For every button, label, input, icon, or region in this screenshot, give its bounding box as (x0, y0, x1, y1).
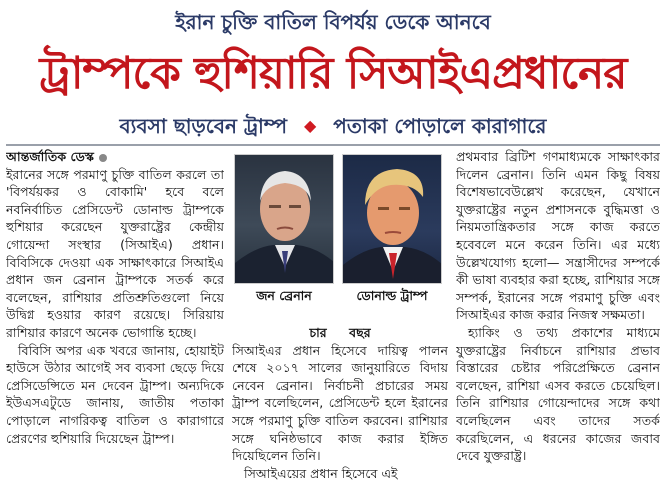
photo-donald-trump (342, 154, 442, 284)
paragraph: প্রথমবার ব্রিটিশ গণমাধ্যমকে সাক্ষাৎকার দিলেন ব্রেনান। তিনি এমন কিছু বিষয় বিশেষভাবেউল্লেখ করেছেন, যেখানে যুক্তরাষ্ট্রের নতুন প্রশাসনকে বুদ্ধিমত্তা ও নিয়মতান্ত্রিকতার সঙ্গে কাজ করতে হবেবলে মনে করেন তিনি। এর মধ্যে উল্লেখযোগ্য হলো— সন্ত্রাসীদের সম্পর্কে কী ভাষা ব্যবহার করা হচ্ছে, রাশিয়ার সঙ্গে সম্পর্ক, ইরানের সঙ্গে পরমাণু চুক্তি এবং সিআইএর কাজ করার নিজস্ব সক্ষমতা। (456, 149, 660, 323)
header-divider (6, 144, 660, 146)
sub-headline (0, 112, 666, 145)
paragraph: সিআইএয়ের প্রধান হিসেবে এই (244, 465, 398, 481)
article-column-3 (456, 148, 660, 484)
diamond-separator-icon: ◆ (304, 116, 317, 135)
paragraph: বিবিসি অপর এক খবরে জানায়, হোয়াইট হাউসে উঠার আগেই সব ব্যবসা ছেড়ে দিয়ে প্রেসিডেন্সিতে মন দেবেন ট্রাম্প। অন্যদিকে ইউএসএটুডে জানায়, জাতীয় পতাকা পোড়ালে নাগরিকত্ব বাতিল ও কারাগারে প্রেরণের হুশিয়ারি দিয়েছেন ট্রাম্প। (6, 342, 224, 446)
photo-john-brennan (234, 154, 334, 284)
photo-caption-left: জন ব্রেনান (256, 288, 312, 303)
paragraph: ইরানের সঙ্গে পরমাণু চুক্তি বাতিল করলে তা 'বিপর্যয়কর ও বোকামি' হবে বলে নবনির্বাচিত প্রেসিডেন্ট ডোনাল্ড ট্রাম্পকে হুশিয়ার করেছেন যুক্তরাষ্ট্রের কেন্দ্রীয় গোয়েন্দা সংস্থার (সিআইএ) প্রধান। বিবিসিকে দেওয়া এক সাক্ষাৎকারে সিআইএ প্রধান জন ব্রেনান ট্রাম্পকে সতর্ক করে বলেছেন, রাশিয়ার প্রতিশ্রুতিগুলো নিয়ে উদ্বিগ্ন হওয়ার কারণ রয়েছে। সিরিয়ায় রাশিয়ার কারণে অনেক ভোগান্তি হচ্ছে। (6, 166, 224, 340)
kicker-line: ইরান চুক্তি বাতিল বিপর্যয় ডেকে আনবে (175, 10, 491, 34)
portrait-trump-icon (343, 155, 442, 284)
article-column-2 (232, 324, 448, 484)
subline-right: পতাকা পোড়ালে কারাগারে (333, 114, 547, 138)
bullet-dot-icon (99, 154, 107, 162)
dateline (6, 148, 224, 166)
main-headline: ট্রাম্পকে হুশিয়ারি সিআইএপ্রধানের (39, 48, 627, 99)
portrait-brennan-icon (235, 155, 334, 284)
photo-caption-right: ডোনাল্ড ট্রাম্প (356, 288, 428, 303)
dateline-text: আন্তর্জাতিক ডেস্ক (6, 149, 94, 164)
article-column-1 (6, 148, 224, 484)
subline-left: ব্যবসা ছাড়বেন ট্রাম্প (119, 114, 288, 138)
section-subhead: চার বছর (309, 325, 371, 340)
paragraph: সিআইএর প্রধান হিসেবে দায়িত্ব পালন শেষে ২০১৭ সালের জানুয়ারিতে বিদায় নেবেন ব্রেনান। নির্বাচনী প্রচারের সময় ট্রাম্প বলেছিলেন, প্রেসিডেন্ট হলে ইরানের সঙ্গে পরমাণু চুক্তি বাতিল করবেন। রাশিয়ার সঙ্গে ঘনিষ্ঠভাবে কাজ করার ইঙ্গিত দিয়েছিলেন তিনি। (232, 342, 448, 464)
paragraph: হ্যাকিং ও তথ্য প্রকাশের মাধ্যমে যুক্তরাষ্ট্রের নির্বাচনে রাশিয়ার প্রভাব বিস্তারের চেষ্টার পরিপ্রেক্ষিতে ব্রেনান বলেছেন, রাশিয়া এসব করতে চেয়েছিল। তিনি রাশিয়ার গোয়েন্দাদের সঙ্গে কথা বলেছিলেন এবং তাদের সতর্ক করেছিলেন, এ ধরনের কাজের জবাব দেবে যুক্তরাষ্ট্র। (456, 324, 660, 464)
